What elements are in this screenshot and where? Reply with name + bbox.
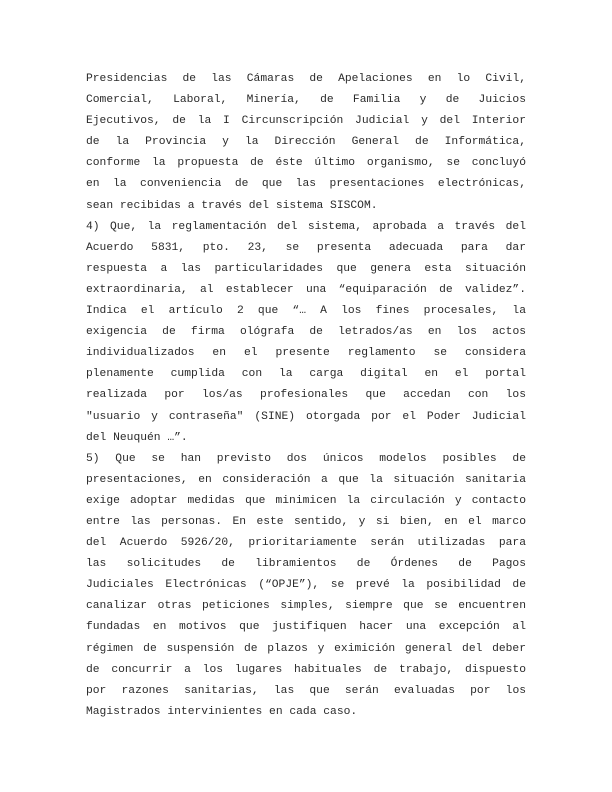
document-body	[86, 69, 526, 723]
text-line: presentaciones, en consideración a que la situación sanitaria	[86, 473, 526, 486]
text-line: Ejecutivos, de la I Circunscripción Judicial y del Interior	[86, 115, 526, 128]
text-line: Indica el artículo 2 que “… A los fines procesales, la	[86, 305, 526, 318]
text-line: 5) Que se han previsto dos únicos modelos posibles de	[86, 452, 526, 465]
text-line: en la conveniencia de que las presentaciones electrónicas,	[86, 178, 526, 191]
text-line: plenamente cumplida con la carga digital en el portal	[86, 368, 526, 381]
text-line: de concurrir a los lugares habituales de trabajo, dispuesto	[86, 663, 526, 676]
text-line: "usuario y contraseña" (SINE) otorgada por el Poder Judicial	[86, 410, 526, 423]
text-line: respuesta a las particularidades que genera esta situación	[86, 262, 526, 275]
text-line: entre las personas. En este sentido, y si bien, en el marco	[86, 515, 526, 528]
text-line: exige adoptar medidas que minimicen la circulación y contacto	[86, 494, 526, 507]
text-line: por razones sanitarias, las que serán evaluadas por los	[86, 684, 526, 697]
text-line: del Neuquén …”.	[86, 431, 188, 444]
text-line: Presidencias de las Cámaras de Apelaciones en lo Civil,	[86, 73, 526, 85]
text-line: canalizar otras peticiones simples, siempre que se encuentren	[86, 600, 526, 613]
text-line: Acuerdo 5831, pto. 23, se presenta adecuada para dar	[86, 241, 526, 254]
text-line: 4) Que, la reglamentación del sistema, aprobada a través del	[86, 220, 526, 233]
text-line: fundadas en motivos que justifiquen hacer una excepción al	[86, 621, 526, 634]
text-line: de la Provincia y la Dirección General de Informática,	[86, 136, 526, 149]
text-line: del Acuerdo 5926/20, prioritariamente serán utilizadas para	[86, 537, 526, 550]
text-line: Judiciales Electrónicas (“OPJE”), se prevé la posibilidad de	[86, 579, 526, 592]
text-line: las solicitudes de libramientos de Órdenes de Pagos	[86, 558, 526, 571]
text-line: extraordinaria, al establecer una “equiparación de validez”.	[86, 283, 526, 296]
text-line: individualizados en el presente reglamento se considera	[86, 347, 526, 360]
text-line: sean recibidas a través del sistema SISCOM.	[86, 199, 378, 212]
text-line: exigencia de firma ológrafa de letrados/as en los actos	[86, 326, 526, 339]
text-line: realizada por los/as profesionales que accedan con los	[86, 389, 526, 402]
text-line: régimen de suspensión de plazos y eximición general del deber	[86, 642, 526, 655]
text-line: conforme la propuesta de éste último organismo, se concluyó	[86, 157, 526, 170]
text-line: Comercial, Laboral, Minería, de Familia y de Juicios	[86, 94, 526, 107]
text-line: Magistrados intervinientes en cada caso.	[86, 705, 358, 718]
